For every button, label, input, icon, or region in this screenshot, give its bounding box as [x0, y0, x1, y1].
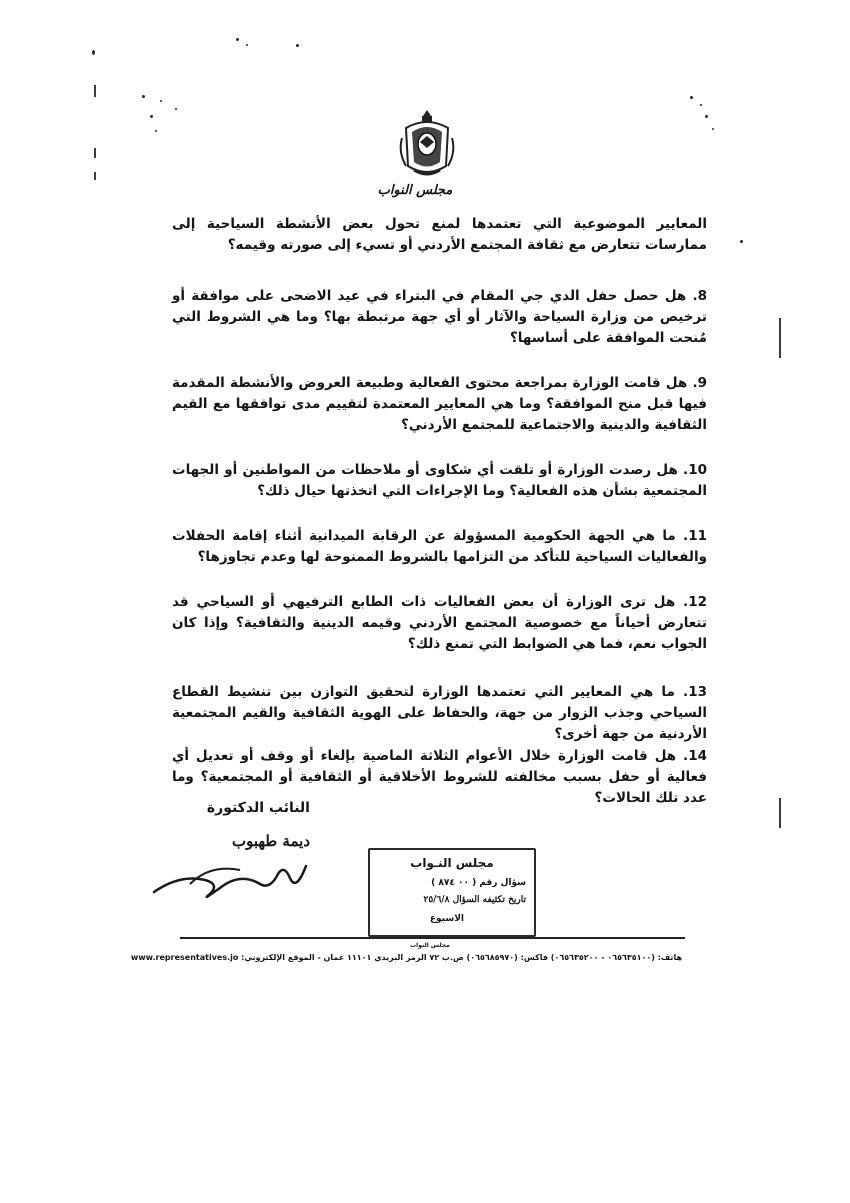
council-name: مجلس النواب: [377, 183, 453, 198]
scan-speck: [150, 115, 153, 118]
handwritten-signature: [150, 844, 310, 904]
coat-of-arms-emblem: [396, 108, 458, 180]
signature-block: [150, 800, 310, 900]
question-number: 14: [688, 748, 707, 764]
signatory-title: النائب الدكتورة: [206, 800, 310, 816]
scan-speck: [740, 240, 743, 243]
scan-speck: [296, 44, 299, 47]
footer-contact: هاتف: (٠٦٥٦٣٥١٠٠ - ٠٦٥٦٣٥٢٠٠) فاكس: (٠٦٥٦٨٥٩٧٠) ص.ب ٧٢ الرمز البريدي ١١١٠١ عمان - الموقع الإلكتروني: www.representatives.jo: [130, 953, 682, 962]
scan-speck: [236, 38, 239, 41]
question-text: هل حصل حفل الدي جي المقام في البتراء في عيد الاضحى على موافقة أو ترخيص من وزارة السياحة والآثار أو أي جهة مرتبطة بها؟ وما هي الشروط التي مُنحت الموافقة على أساسها؟: [172, 288, 707, 346]
footer-logo: مجلس النواب: [410, 942, 450, 949]
stamp-date: تاريخ تكثيفه السؤال ٢٥/٦/٨: [423, 895, 526, 905]
question-text: هل قامت الوزارة بمراجعة محتوى الفعالية وطبيعة العروض والأنشطة المقدمة فيها قبل منح الموافقة؟ وما هي المعايير المعتمدة لتقييم مدى توافقها مع القيم الثقافية والدينية والاجتماعية للمجتمع الأردني؟: [172, 375, 707, 433]
intro-paragraph: [172, 214, 707, 256]
stamp-reference: سؤال رقم ( ٠٠ ٨٧٤ ): [431, 878, 526, 888]
scan-speck: [690, 96, 693, 99]
question-14: 14. هل قامت الوزارة خلال الأعوام الثلاثة الماضية بإلغاء أو وقف أو تعديل أي فعالية أو حفل بسبب مخالفته للشروط الأخلاقية أو الثقافية أو المجتمعية؟ وما عدد تلك الحالات؟: [172, 748, 707, 806]
stamp-week: الاسبوع: [429, 914, 464, 924]
reception-stamp: [368, 848, 536, 937]
question-number: 9: [697, 375, 707, 391]
question-10: 10. هل رصدت الوزارة أو تلقت أي شكاوى أو ملاحظات من المواطنين أو الجهات المجتمعية بشأن هذه الفعالية؟ وما الإجراءات التي اتخذتها حيال ذلك؟: [172, 462, 707, 499]
question-text: هل ترى الوزارة أن بعض الفعاليات ذات الطابع الترفيهي أو السياحي قد تتعارض أحياناً مع خصوصية المجتمع الأردني وقيمه الدينية والثقافية؟ وإذا كان الجواب نعم، فما هي الضوابط التي تمنع ذلك؟: [172, 594, 707, 652]
question-number: 13: [688, 684, 707, 700]
signatory-name: ديمة طهبوب: [231, 832, 310, 850]
scan-speck: [700, 104, 702, 106]
scan-speck: [175, 108, 177, 110]
question-number: 11: [688, 528, 707, 544]
question-text: هل قامت الوزارة خلال الأعوام الثلاثة الماضية بإلغاء أو وقف أو تعديل أي فعالية أو حفل بسبب مخالفته للشروط الأخلاقية أو الثقافية أو المجتمعية؟ وما عدد تلك الحالات؟: [172, 748, 707, 806]
scan-speck: [160, 100, 162, 102]
scan-speck: [92, 50, 95, 55]
question-12: 12. هل ترى الوزارة أن بعض الفعاليات ذات الطابع الترفيهي أو السياحي قد تتعارض أحياناً مع خصوصية المجتمع الأردني وقيمه الدينية والثقافية؟ وإذا كان الجواب نعم، فما هي الضوابط التي تمنع ذلك؟: [172, 594, 707, 652]
scan-speck: [705, 115, 708, 118]
scan-edge-mark: [94, 172, 96, 180]
question-text: ما هي المعايير التي تعتمدها الوزارة لتحقيق التوازن بين تنشيط القطاع السياحي وجذب الزوار من جهة، والحفاظ على الهوية الثقافية والقيم المجتمعية الأردنية من جهة أخرى؟: [172, 684, 707, 742]
question-9: 9. هل قامت الوزارة بمراجعة محتوى الفعالية وطبيعة العروض والأنشطة المقدمة فيها قبل منح الموافقة؟ وما هي المعايير المعتمدة لتقييم مدى توافقها مع القيم الثقافية والدينية والاجتماعية للمجتمع الأردني؟: [172, 375, 707, 433]
scan-speck: [712, 128, 714, 130]
question-text: ما هي الجهة الحكومية المسؤولة عن الرقابة الميدانية أثناء إقامة الحفلات والفعاليات السياحية للتأكد من التزامها بالشروط الممنوحة لها وعدم تجاوزها؟: [172, 528, 707, 565]
question-number: 8: [697, 288, 707, 304]
scan-edge-mark: [779, 798, 781, 828]
scan-speck: [246, 44, 248, 46]
scan-edge-mark: [94, 148, 96, 158]
scan-speck: [155, 130, 157, 132]
question-text: هل رصدت الوزارة أو تلقت أي شكاوى أو ملاحظات من المواطنين أو الجهات المجتمعية بشأن هذه الفعالية؟ وما الإجراءات التي اتخذتها حيال ذلك؟: [172, 462, 707, 499]
scan-edge-mark: [779, 318, 781, 358]
scan-edge-mark: [94, 85, 96, 97]
stamp-title: مجلس النـواب: [410, 856, 494, 870]
question-number: 12: [688, 594, 707, 610]
question-number: 10: [688, 462, 707, 478]
question-8: 8. هل حصل حفل الدي جي المقام في البتراء في عيد الاضحى على موافقة أو ترخيص من وزارة السياحة والآثار أو أي جهة مرتبطة بها؟ وما هي الشروط التي مُنحت الموافقة على أساسها؟: [172, 288, 707, 346]
question-11: 11. ما هي الجهة الحكومية المسؤولة عن الرقابة الميدانية أثناء إقامة الحفلات والفعاليات السياحية للتأكد من التزامها بالشروط الممنوحة لها وعدم تجاوزها؟: [172, 528, 707, 565]
question-13: 13. ما هي المعايير التي تعتمدها الوزارة لتحقيق التوازن بين تنشيط القطاع السياحي وجذب الزوار من جهة، والحفاظ على الهوية الثقافية والقيم المجتمعية الأردنية من جهة أخرى؟: [172, 684, 707, 742]
intro-text: المعايير الموضوعية التي تعتمدها لمنع تحول بعض الأنشطة السياحية إلى ممارسات تتعارض مع ثقافة المجتمع الأردني أو تسيء إلى صورته وقيمه؟: [172, 216, 707, 253]
footer-rule: [180, 937, 685, 939]
scan-speck: [142, 95, 145, 98]
